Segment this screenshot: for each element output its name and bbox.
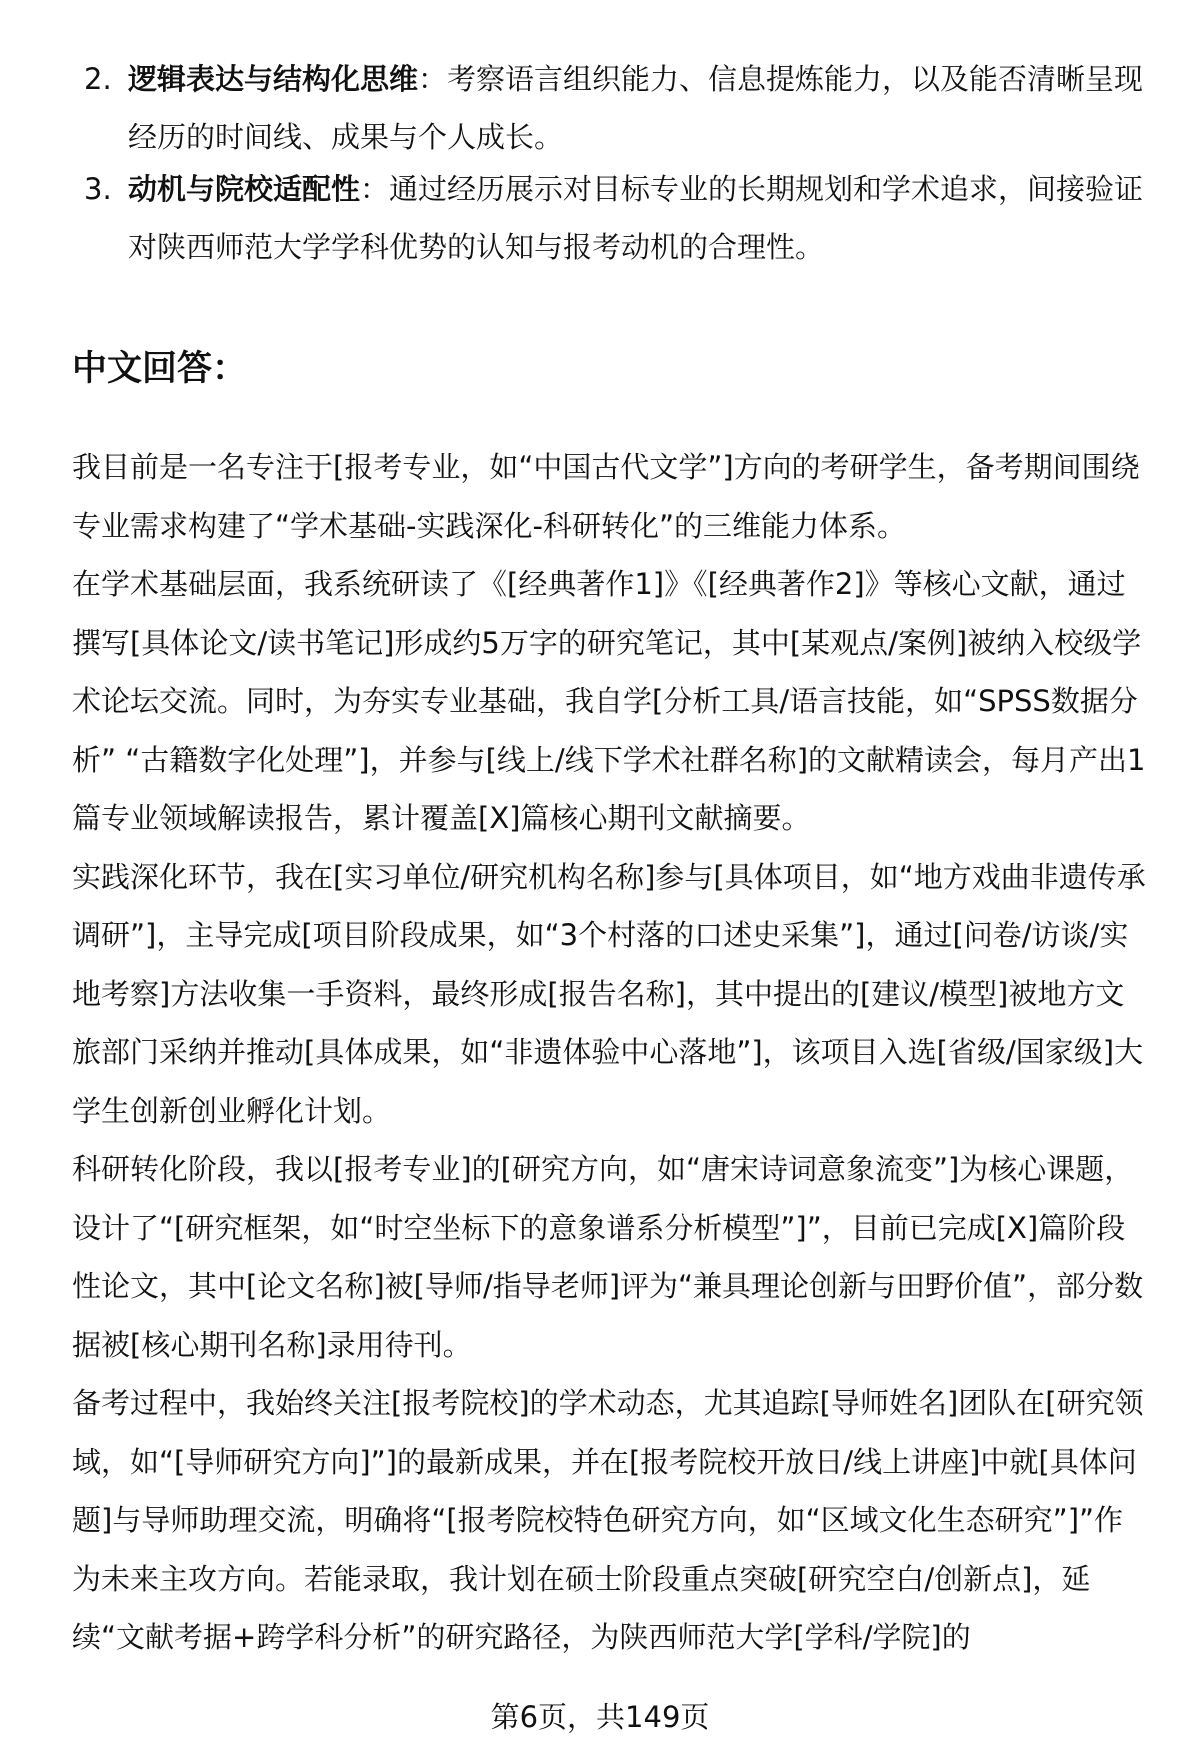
page-footer: 第6页，共149页 (490, 1700, 710, 1734)
paragraph: 实践深化环节，我在[实习单位/研究机构名称]参与[具体项目，如“地方戏曲非遗传承调研”]，主导完成[项目阶段成果，如“3个村落的口述史采集”]，通过[问卷/访谈/实地考察]方法收集一手资料，最终形成[报告名称]，其中提出的[建议/模型]被地方文旅部门采纳并推动[具体成果，如“非遗体验中心落地”]，该项目入选[省级/国家级]大学生创新创业孵化计划。 (72, 859, 1146, 1128)
list-item (84, 50, 1144, 166)
list-item (84, 160, 1144, 276)
list-term: 动机与院校适配性 (128, 172, 361, 206)
list-number: 2. (84, 62, 112, 96)
list-body (128, 50, 1144, 166)
list-text: ：通过经历展示对目标专业的长期规划和学术追求，间接验证对陕西师范大学学科优势的认知与报考动机的合理性。 (128, 172, 1144, 264)
paragraph: 在学术基础层面，我系统研读了《[经典著作1]》《[经典著作2]》等核心文献，通过撰写[具体论文/读书笔记]形成约5万字的研究笔记，其中[某观点/案例]被纳入校级学术论坛交流。同时，为夯实专业基础，我自学[分析工具/语言技能，如“SPSS数据分析” “古籍数字化处理”]，并参与[线上/线下学术社群名称]的文献精读会，每月产出1篇专业领域解读报告，累计覆盖[X]篇核心期刊文献摘要。 (72, 567, 1146, 835)
section-heading: 中文回答： (72, 349, 248, 389)
paragraph: 我目前是一名专注于[报考专业，如“中国古代文学”]方向的考研学生，备考期间围绕专业需求构建了“学术基础-实践深化-科研转化”的三维能力体系。 (72, 450, 1140, 543)
list-text: ：考察语言组织能力、信息提炼能力，以及能否清晰呈现经历的时间线、成果与个人成长。 (128, 62, 1144, 154)
list-number: 3. (84, 172, 112, 206)
answer-body (72, 438, 1152, 1667)
paragraph: 科研转化阶段，我以[报考专业]的[研究方向，如“唐宋诗词意象流变”]为核心课题，设计了“[研究框架，如“时空坐标下的意象谱系分析模型”]”，目前已完成[X]篇阶段性论文，其中[论文名称]被[导师/指导老师]评为“兼具理论创新与田野价值”，部分数据被[核心期刊名称]录用待刊。 (72, 1152, 1144, 1362)
list-body (128, 160, 1144, 276)
paragraph: 备考过程中，我始终关注[报考院校]的学术动态，尤其追踪[导师姓名]团队在[研究领域，如“[导师研究方向]”]的最新成果，并在[报考院校开放日/线上讲座]中就[具体问题]与导师助理交流，明确将“[报考院校特色研究方向，如“区域文化生态研究”]”作为未来主攻方向。若能录取，我计划在硕士阶段重点突破[研究空白/创新点]，延续“文献考据+跨学科分析”的研究路径，为陕西师范大学[学科/学院]的 (72, 1386, 1144, 1654)
list-term: 逻辑表达与结构化思维 (128, 62, 419, 96)
